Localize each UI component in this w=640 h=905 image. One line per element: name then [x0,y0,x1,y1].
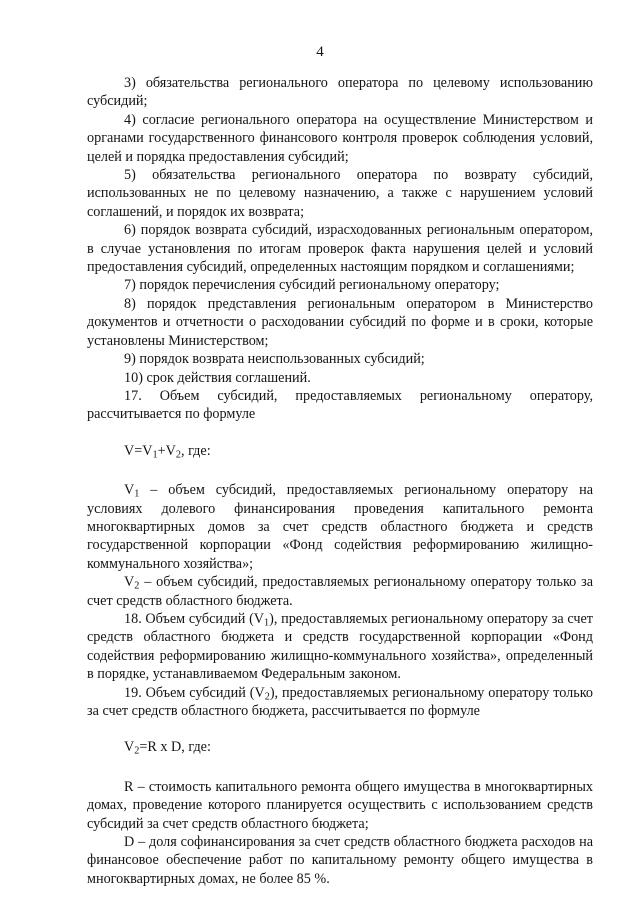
formula-v2-sub: 2 [134,745,140,757]
document-body [87,74,593,888]
formula-v-sub2: 2 [175,449,181,461]
formula-v-sub1: 1 [152,449,158,461]
paragraph-19 [87,684,593,721]
v1-subscript: 1 [134,488,140,500]
list-item: 4) согласие регионального оператора на осуществление Министерством и органами государственного финансового контроля проверок соблюдения условий, целей и порядка предоставления субсидий; [87,111,593,165]
v1-symbol: V [124,482,135,499]
paragraph-17: 17. Объем субсидий, предоставляемых региональному оператору, рассчитывается по формуле [87,387,593,423]
p18-subscript: 1 [264,617,270,629]
v2-text: – объем субсидий, предоставляемых региональному оператору только за счет средств областного бюджета. [87,574,593,609]
list-item: 10) срок действия соглашений. [124,369,311,386]
v1-text: – объем субсидий, предоставляемых региональному оператору на условиях долевого финансирования проведения капитального ремонта многоквартирных домов за счет средств областного бюджета и средств государственной корпорации «Фонд содействия реформированию жилищно-коммунального хозяйства»; [87,482,593,572]
formula-v2 [124,738,593,756]
list-item: 9) порядок возврата неиспользованных субсидий; [124,351,425,368]
paragraph-18 [87,610,593,684]
formula-v-part: , где: [180,442,211,459]
d-definition: D – доля софинансирования за счет средств областного бюджета расходов на финансовое обеспечение работ по капитальному ремонту общего имущества в многоквартирных домах, не более 85 %. [87,834,593,887]
p19-pre: 19. Объем субсидий (V [124,684,265,701]
formula-v-part: +V [157,442,176,459]
v1-definition [87,481,593,573]
formula-v [124,442,593,460]
formula-v2-part: =R x D, где: [139,739,211,756]
list-item: 3) обязательства регионального оператора по целевому использованию субсидий; [87,75,593,110]
formula-v-part: V=V [124,442,153,459]
v2-subscript: 2 [134,580,140,592]
list-item: 8) порядок представления региональным оператором в Министерство документов и отчетности о расходовании субсидий по форме и в сроки, которые установлены Министерством; [87,295,593,349]
list-item: 7) порядок перечисления субсидий региональному оператору; [124,277,500,294]
r-definition: R – стоимость капитального ремонта общего имущества в многоквартирных домах, проведение которого планируется осуществить с использованием средств субсидий за счет средств областного бюджета; [87,778,593,832]
page-number: 4 [316,44,324,60]
v2-symbol: V [124,574,135,591]
formula-v2-part: V [124,739,135,756]
list-item: 5) обязательства регионального оператора по возврату субсидий, использованных не по целевому назначению, а также с нарушением условий соглашений, и порядок их возврата; [87,167,593,220]
list-item: 6) порядок возврата субсидий, израсходованных региональным оператором, в случае установления по итогам проверок факта нарушения целей и условий предоставления субсидий, определенных настоящим порядком и соглашениями; [87,222,593,276]
v2-definition [87,573,593,610]
p18-text: ), предоставляемых региональному оператору за счет средств областного бюджета и средств государственной корпорации «Фонд содействия реформированию жилищно-коммунального хозяйства», определенный в порядке, устанавливаемом Федеральным законом. [87,610,593,683]
p19-subscript: 2 [264,691,270,703]
p18-pre: 18. Объем субсидий (V [124,610,265,627]
p19-text: ), предоставляемых региональному оператору только за счет средств областного бюджета, рассчитывается по формуле [87,684,593,719]
